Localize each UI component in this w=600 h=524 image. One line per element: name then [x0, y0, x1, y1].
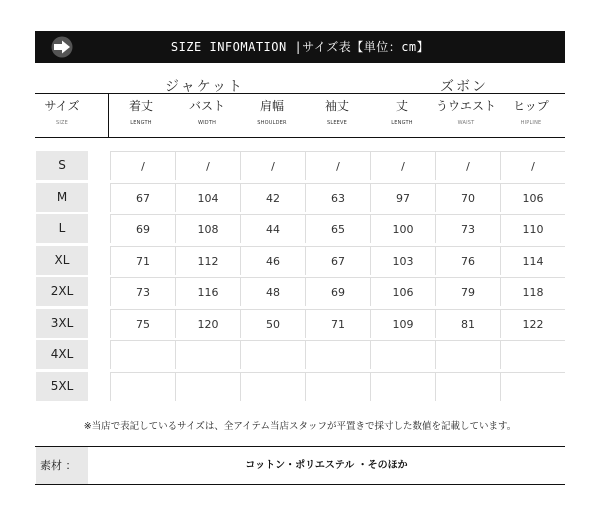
material-value: コットン・ポリエステル ・そのほか — [245, 460, 408, 471]
table-cell — [240, 372, 305, 401]
column-header — [172, 97, 242, 126]
table-cell: 112 — [175, 246, 240, 275]
size-label: 4XL — [36, 340, 88, 369]
material-label: 素材 ： — [40, 459, 77, 472]
table-cell: 73 — [435, 214, 500, 243]
table-cell: 46 — [240, 246, 305, 275]
size-header-jp: サイズ — [44, 99, 80, 113]
table-cell: / — [305, 151, 370, 180]
table-cell: / — [240, 151, 305, 180]
table-cell: 69 — [305, 277, 370, 306]
size-label: 3XL — [36, 309, 88, 338]
table-cell: / — [370, 151, 435, 180]
header-bottom-rule — [35, 137, 565, 138]
table-cell: 71 — [110, 246, 175, 275]
table-cell — [435, 340, 500, 369]
table-cell: 67 — [305, 246, 370, 275]
table-cell: 73 — [110, 277, 175, 306]
table-cell — [175, 340, 240, 369]
column-header-jp: 袖丈 — [324, 99, 349, 113]
table-cell: 116 — [175, 277, 240, 306]
column-header-jp: バスト — [188, 99, 225, 113]
column-header-jp: 肩幅 — [259, 99, 284, 113]
table-cell — [370, 372, 435, 401]
size-label: M — [36, 183, 88, 212]
table-cell: 97 — [370, 183, 435, 212]
table-cell: 50 — [240, 309, 305, 338]
table-cell: 106 — [370, 277, 435, 306]
column-header — [431, 97, 501, 126]
table-cell: 75 — [110, 309, 175, 338]
column-header-en: WIDTH — [197, 120, 217, 126]
column-header-jp: 着丈 — [128, 99, 153, 113]
column-header — [237, 97, 307, 126]
column-header-en: LENGTH — [130, 120, 152, 126]
size-label: XL — [36, 246, 88, 275]
table-cell: / — [435, 151, 500, 180]
table-cell: 79 — [435, 277, 500, 306]
column-header-en: SHOULDER — [257, 120, 287, 126]
header-bar — [35, 31, 565, 63]
table-cell: 65 — [305, 214, 370, 243]
table-cell — [240, 340, 305, 369]
table-cell: 71 — [305, 309, 370, 338]
table-cell: 44 — [240, 214, 305, 243]
header-top-rule — [35, 93, 565, 94]
size-label: 5XL — [36, 372, 88, 401]
size-label: L — [36, 214, 88, 243]
column-header — [367, 97, 437, 126]
table-cell: 106 — [500, 183, 565, 212]
group-pants: ズボン — [440, 79, 488, 95]
column-header — [496, 97, 566, 126]
column-header-jp: うウエスト — [435, 99, 496, 113]
table-cell: 120 — [175, 309, 240, 338]
table-cell: 67 — [110, 183, 175, 212]
table-cell — [500, 372, 565, 401]
table-cell: / — [110, 151, 175, 180]
table-cell — [435, 372, 500, 401]
table-cell: 118 — [500, 277, 565, 306]
table-cell: 48 — [240, 277, 305, 306]
size-column-header — [36, 97, 88, 126]
column-header-en: LENGTH — [391, 120, 413, 126]
table-cell: 76 — [435, 246, 500, 275]
measurement-note: ※当店で表記しているサイズは、全アイテム当店スタッフが平置きで採寸した数値を記載しています。 — [83, 421, 517, 432]
table-cell — [500, 340, 565, 369]
table-cell: 110 — [500, 214, 565, 243]
table-cell: 63 — [305, 183, 370, 212]
table-cell: 108 — [175, 214, 240, 243]
size-label: S — [36, 151, 88, 180]
column-header-en: WAIST — [457, 120, 475, 126]
table-cell — [175, 372, 240, 401]
column-header-jp: 丈 — [395, 99, 408, 113]
table-cell — [305, 372, 370, 401]
table-cell: 70 — [435, 183, 500, 212]
table-cell: 42 — [240, 183, 305, 212]
column-header-jp: ヒップ — [513, 99, 549, 113]
table-cell: 104 — [175, 183, 240, 212]
group-jacket: ジャケット — [165, 79, 245, 95]
size-label: 2XL — [36, 277, 88, 306]
column-header-en: HIPLINE — [520, 120, 542, 126]
column-header-en: SLEEVE — [326, 120, 348, 126]
table-cell: / — [175, 151, 240, 180]
table-cell — [110, 340, 175, 369]
table-cell: 81 — [435, 309, 500, 338]
table-cell: 109 — [370, 309, 435, 338]
table-cell: 122 — [500, 309, 565, 338]
table-cell: 69 — [110, 214, 175, 243]
header-title: SIZE INFOMATION |サイズ表【単位：cm】 — [170, 40, 430, 54]
table-cell — [305, 340, 370, 369]
material-bottom-rule — [35, 484, 565, 485]
table-cell — [110, 372, 175, 401]
size-header-en: SIZE — [55, 120, 69, 126]
table-cell: / — [500, 151, 565, 180]
table-cell — [370, 340, 435, 369]
table-cell: 100 — [370, 214, 435, 243]
column-header — [302, 97, 372, 126]
column-header — [106, 97, 176, 126]
table-cell: 114 — [500, 246, 565, 275]
table-cell: 103 — [370, 246, 435, 275]
